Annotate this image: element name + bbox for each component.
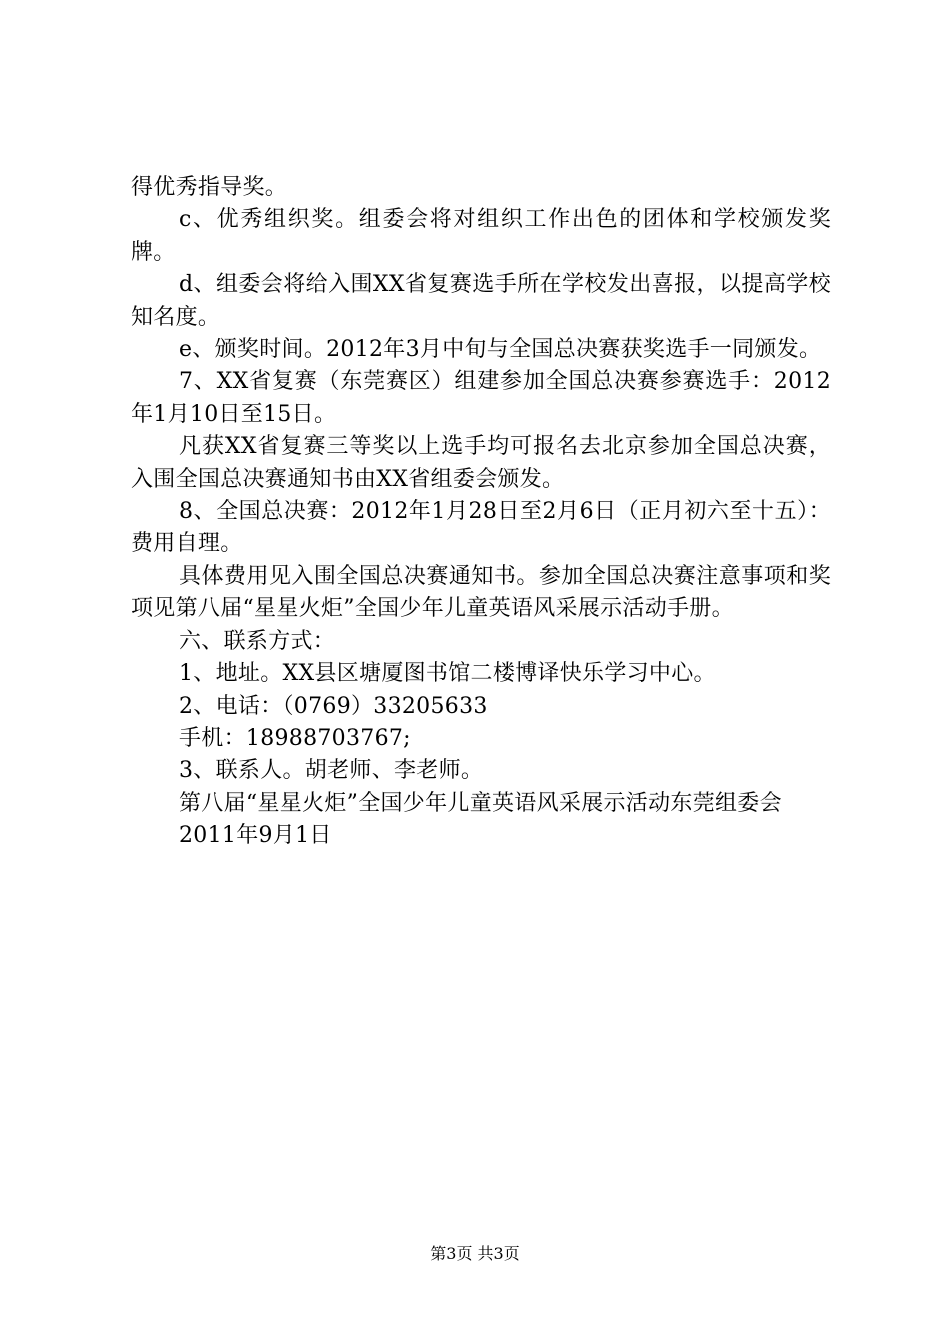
paragraph-11: 2、电话：（0769）33205633 — [179, 693, 488, 719]
paragraph-2: c、优秀组织奖。组委会将对组织工作出色的团体和学校颁发奖牌。 — [131, 207, 831, 265]
paragraph-10: 1、地址。XX县区塘厦图书馆二楼博译快乐学习中心。 — [179, 661, 716, 687]
document-body — [131, 172, 831, 853]
paragraph-14: 第八届“星星火炬”全国少年儿童英语风采展示活动东莞组委会 — [179, 790, 782, 816]
paragraph-5: 7、XX省复赛（东莞赛区）组建参加全国总决赛参赛选手：2012年1月10日至15日。 — [131, 369, 831, 427]
paragraph-1: 得优秀指导奖。 — [131, 175, 288, 200]
paragraph-13: 3、联系人。胡老师、李老师。 — [179, 758, 484, 784]
paragraph-6: 凡获XX省复赛三等奖以上选手均可报名去北京参加全国总决赛，入围全国总决赛通知书由XX省组委会颁发。 — [131, 434, 831, 492]
paragraph-8: 具体费用见入围全国总决赛通知书。参加全国总决赛注意事项和奖项见第八届“星星火炬”全国少年儿童英语风采展示活动手册。 — [131, 563, 831, 622]
paragraph-12: 手机：18988703767; — [179, 725, 411, 751]
page-footer: 第3页 共3页 — [430, 1244, 520, 1263]
paragraph-3: d、组委会将给入围XX省复赛选手所在学校发出喜报，以提高学校知名度。 — [131, 272, 831, 330]
paragraph-15: 2011年9月1日 — [179, 823, 332, 849]
paragraph-7: 8、全国总决赛：2012年1月28日至2月6日（正月初六至十五）：费用自理。 — [131, 499, 831, 557]
paragraph-9: 六、联系方式： — [179, 628, 336, 654]
paragraph-4: e、颁奖时间。2012年3月中旬与全国总决赛获奖选手一同颁发。 — [179, 337, 822, 363]
